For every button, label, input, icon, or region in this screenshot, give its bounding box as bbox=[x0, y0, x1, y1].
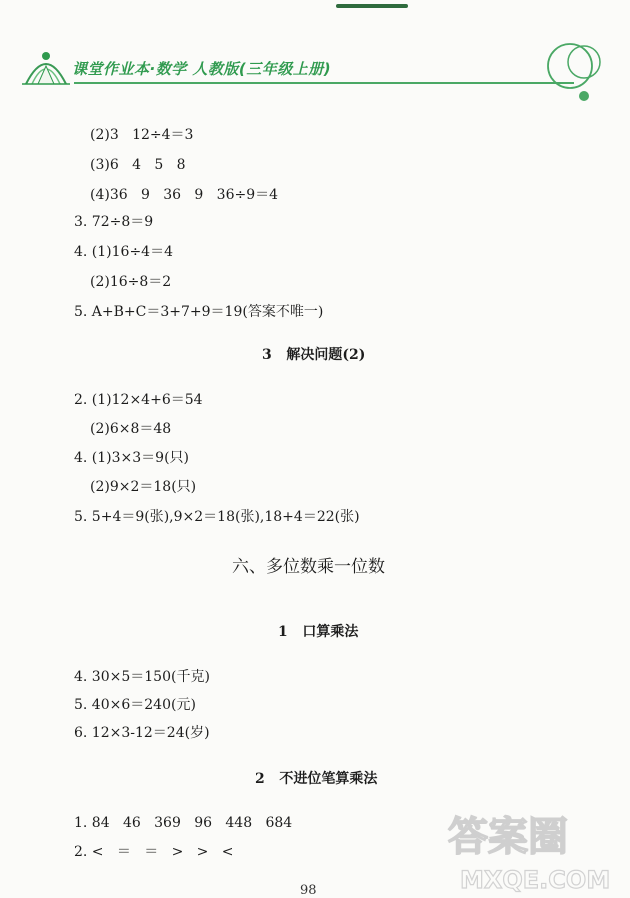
answer-line: (2)9×2＝18(只) bbox=[90, 479, 197, 495]
answer-line: 4. (1)3×3＝9(只) bbox=[74, 450, 190, 466]
answer-line: (2)6×8＝48 bbox=[90, 421, 172, 437]
answer-line: 2. (1)12×4+6＝54 bbox=[74, 392, 203, 408]
answer-line: 5. 40×6＝240(元) bbox=[74, 697, 196, 713]
page-number: 98 bbox=[300, 883, 317, 898]
answer-line: 1. 84 46 369 96 448 684 bbox=[74, 815, 293, 831]
answer-line: (2)16÷8＝2 bbox=[90, 274, 172, 290]
answer-line: 2. < ＝ ＝ > > < bbox=[74, 844, 234, 860]
decorative-circles-icon bbox=[540, 40, 612, 104]
section-title: 1 口算乘法 bbox=[278, 624, 359, 640]
answer-line: (3)6 4 5 8 bbox=[90, 157, 186, 173]
answer-line: (4)36 9 36 9 36÷9＝4 bbox=[90, 187, 279, 203]
section-title: 3 解决问题(2) bbox=[262, 347, 366, 363]
answer-line: 4. 30×5＝150(千克) bbox=[74, 669, 210, 685]
chapter-title: 六、多位数乘一位数 bbox=[232, 557, 385, 577]
answer-line: 3. 72÷8＝9 bbox=[74, 214, 154, 230]
answer-line: 6. 12×3-12＝24(岁) bbox=[74, 725, 210, 741]
answer-line: 5. A+B+C＝3+7+9＝19(答案不唯一) bbox=[74, 304, 324, 320]
answer-line: (2)3 12÷4＝3 bbox=[90, 127, 194, 143]
header-rule bbox=[74, 82, 574, 84]
header-title: 课堂作业本·数学 人教版(三年级上册) bbox=[72, 60, 332, 78]
answer-line: 4. (1)16÷4＝4 bbox=[74, 244, 173, 260]
section-title: 2 不进位笔算乘法 bbox=[255, 771, 378, 787]
watermark-logo bbox=[440, 800, 625, 895]
page-header bbox=[0, 0, 630, 110]
logo-icon bbox=[18, 40, 74, 88]
answer-line: 5. 5+4＝9(张),9×2＝18(张),18+4＝22(张) bbox=[74, 509, 360, 525]
watermark-bottom-text: MXQE.COM bbox=[460, 866, 611, 894]
watermark-top-text: 答案圈 bbox=[448, 814, 568, 860]
